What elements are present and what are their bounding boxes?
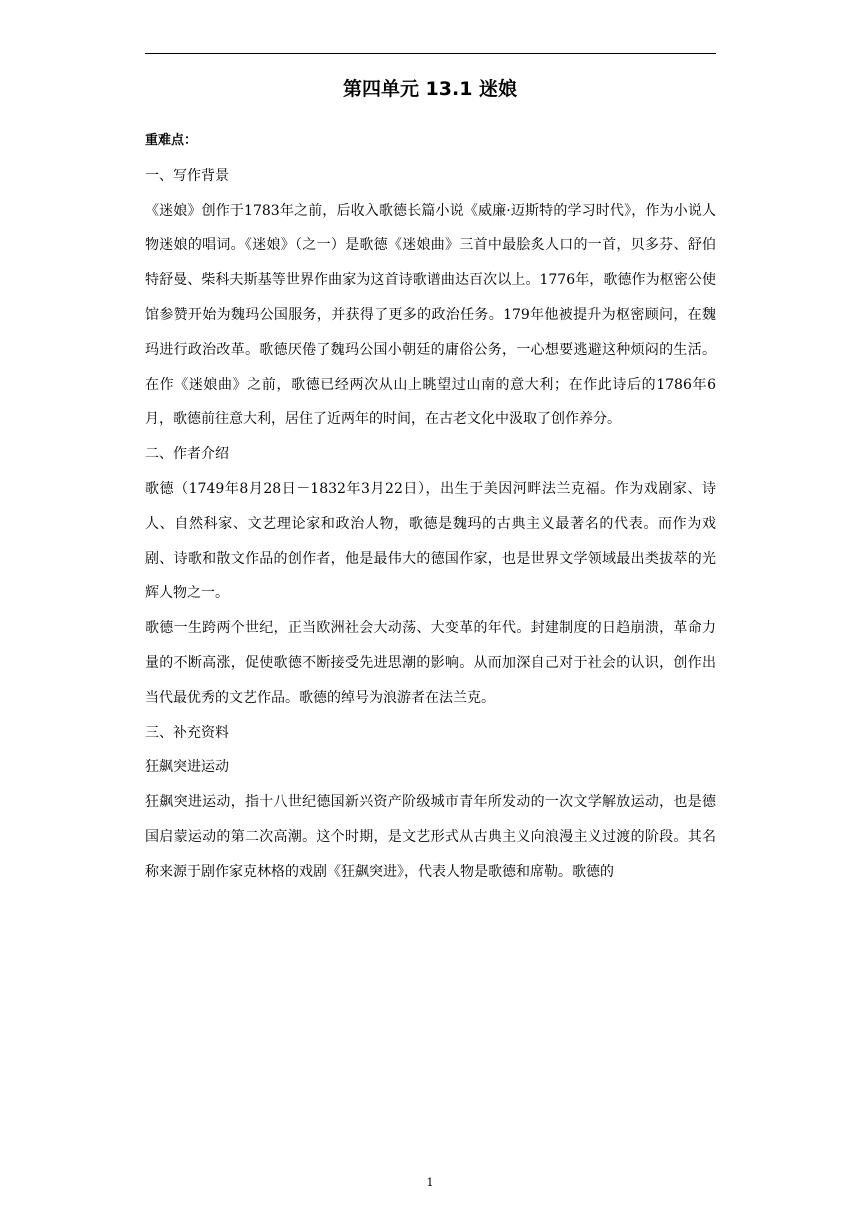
background-paragraph: 《迷娘》创作于1783年之前，后收入歌德长篇小说《威廉·迈斯特的学习时代》，作为小说人物迷娘的唱词。《迷娘》（之一）是歌德《迷娘曲》三首中最脍炙人口的一首，贝多芬、舒伯特舒曼、柴科夫斯基等世界作曲家为这首诗歌谱曲达百次以上。1776年，歌德作为枢密公使馆参赞开始为魏玛公国服务，并获得了更多的政治任务。179年他被提升为枢密顾问，在魏玛进行政治改革。歌德厌倦了魏玛公国小朝廷的庸俗公务，一心想要逃避这种烦闷的生活。在作《迷娘曲》之前，歌德已经两次从山上眺望过山南的意大利；在作此诗后的1786年6月，歌德前往意大利，居住了近两年的时间，在古老文化中汲取了创作养分。 (145, 202, 716, 428)
header-rule (145, 53, 716, 54)
author-paragraph-1: 歌德（1749年8月28日－1832年3月22日），出生于美因河畔法兰克福。作为戏剧家、诗人、自然科家、文艺理论家和政治人物，歌德是魏玛的古典主义最著名的代表。而作为戏剧、诗歌和散文作品的创作者，他是最伟大的德国作家，也是世界文学领域最出类拔萃的光辉人物之一。 (145, 480, 716, 602)
page-number: 1 (426, 1176, 434, 1189)
section-heading-supplement: 三、补充资料 (145, 724, 229, 741)
supplement-subheading: 狂飙突进运动 (145, 759, 229, 776)
author-paragraph-2: 歌德一生跨两个世纪，正当欧洲社会大动荡、大变革的年代。封建制度的日趋崩溃，革命力量的不断高涨，促使歌德不断接受先进思潮的影响。从而加深自己对于社会的认识，创作出当代最优秀的文艺作品。歌德的绰号为浪游者在法兰克。 (145, 620, 716, 706)
section-heading-author: 二、作者介绍 (145, 446, 229, 463)
key-points-label: 重难点： (145, 133, 198, 148)
section-heading-background: 一、写作背景 (145, 167, 229, 184)
document-body (145, 124, 716, 890)
supplement-paragraph: 狂飙突进运动，指十八世纪德国新兴资产阶级城市青年所发动的一次文学解放运动，也是德国启蒙运动的第二次高潮。这个时期，是文艺形式从古典主义向浪漫主义过渡的阶段。其名称来源于剧作家克林格的戏剧《狂飙突进》，代表人物是歌德和席勒。歌德的 (145, 794, 716, 880)
page-title: 第四单元 13.1 迷娘 (342, 78, 518, 100)
